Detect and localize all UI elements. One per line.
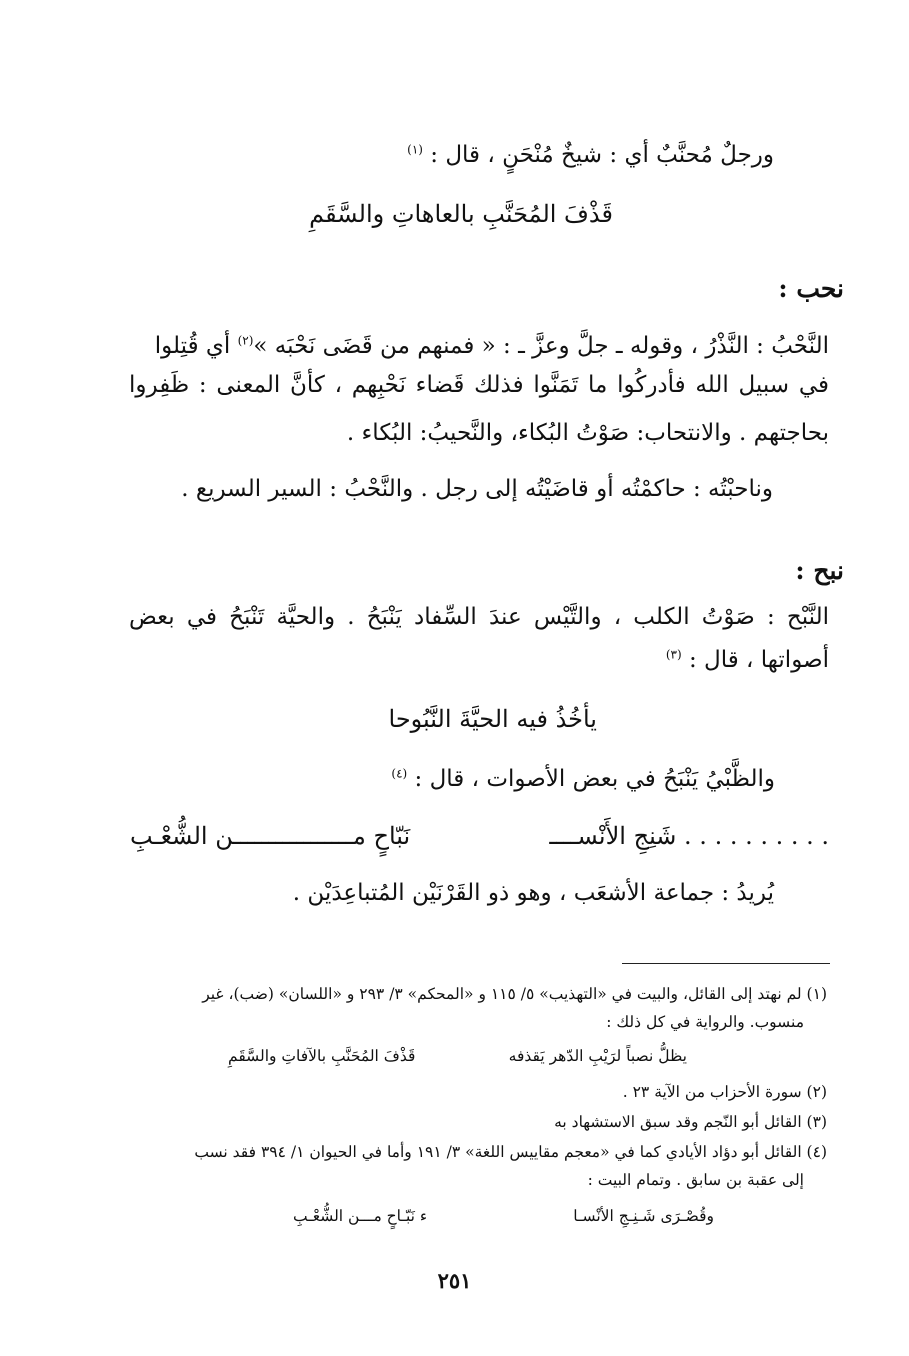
footnote-line: (١) لم نهتد إلى القائل، والبيت في «التهذيب» ٥/ ١١٥ و «المحكم» ٣/ ٢٩٣ و «اللسان» (ضب)، غير <box>202 985 827 1003</box>
footnote-line: منسوب. والرواية في كل ذلك : <box>606 1013 804 1031</box>
text-line: وناحبْتُه : حاكمْتُه أو قاضَيْتُه إلى رجل . والنَّحْبُ : السير السريع . <box>181 476 773 502</box>
footnote-ref: (١) <box>407 142 423 157</box>
footnote-line: (٣) القائل أبو النّجم وقد سبق الاستشهاد به <box>554 1113 827 1131</box>
text-line <box>407 142 774 168</box>
text-segment: ورجلٌ مُحنَّبٌ أي : شيخٌ مُنْحَنٍ ، قال : <box>430 142 774 168</box>
page-number: ٢٥١ <box>437 1268 472 1293</box>
text-segment: أصواتها ، قال : <box>688 647 829 673</box>
text-line: بحاجتهم . والانتحاب: صَوْتُ البُكاء، والنَّحيبُ: البُكاء . <box>346 420 829 446</box>
verse-hemistich-left: نَبّاحٍ مـــــــــــــــــن الشُّعْـبِ <box>130 822 411 850</box>
entry-heading: نبح : <box>795 556 844 585</box>
entry-heading: نحب : <box>778 274 844 303</box>
text-line: يُريدُ : جماعة الأشعَب ، وهو ذو القَرْنَيْن المُتباعِدَيْن . <box>292 880 774 906</box>
text-segment: أي قُتِلوا <box>154 333 231 359</box>
text-line <box>391 766 775 792</box>
footnote-line: (٤) القائل أبو دؤاد الأيادي كما في «معجم مقاييس اللغة» ٣/ ١٩١ وأما في الحيوان ١/ ٣٩٤ فقد نسب <box>194 1143 827 1161</box>
verse-line: يأخُذُ فيه الحيَّةَ النَّبُوحا <box>388 705 597 733</box>
text-line <box>155 333 829 359</box>
text-segment: النَّحْبُ : النَّذْرُ ، وقوله ـ جلَّ وعزَّ ـ : « فمنهم من قَضَى نَحْبَه » <box>253 333 829 359</box>
footnote-separator <box>622 963 830 964</box>
footnote-verse: قَذْفَ المُحَنَّبِ بالآفاتِ والسَّقَمِ <box>228 1047 416 1065</box>
verse-hemistich-right: . . . . . . . . . . شَنِجِ الأَنْســــ <box>549 822 829 850</box>
verse-line: قَذْفَ المُحَنَّبِ بالعاهاتِ والسَّقَمِ <box>309 200 613 228</box>
footnote-line: (٢) سورة الأحزاب من الآية ٢٣ . <box>622 1083 827 1101</box>
footnote-ref: (٤) <box>391 766 408 781</box>
text-segment: والظَّبْيُ يَنْبَحُ في بعض الأصوات ، قال : <box>414 766 775 792</box>
text-line: في سبيل الله فأدركُوا ما تَمَنَّوا فذلك قَضاء نَحْبِهم ، كأنَّ المعنى : ظَفِروا <box>129 372 829 398</box>
footnote-line: إلى عقبة بن سابق . وتمام البيت : <box>587 1171 804 1189</box>
footnote-verse: ء نَبّـاحٍ مـــن الشُّعْـبِ <box>293 1207 428 1225</box>
text-line <box>666 647 829 673</box>
footnote-verse: يظلُّ نصباً لرَيْبِ الدّهر يَقذفه <box>508 1047 687 1065</box>
footnote-verse: وقُصْـرَى شَـنِـجِ الأنْسـا <box>573 1207 714 1225</box>
text-line: النَّبْح : صَوْتُ الكلب ، والتَّيْس عندَ السِّفاد يَنْبَحُ . والحيَّة تَنْبَحُ في بعض <box>129 604 829 630</box>
footnote-ref: (٢) <box>237 333 254 348</box>
footnote-ref: (٣) <box>665 647 682 662</box>
